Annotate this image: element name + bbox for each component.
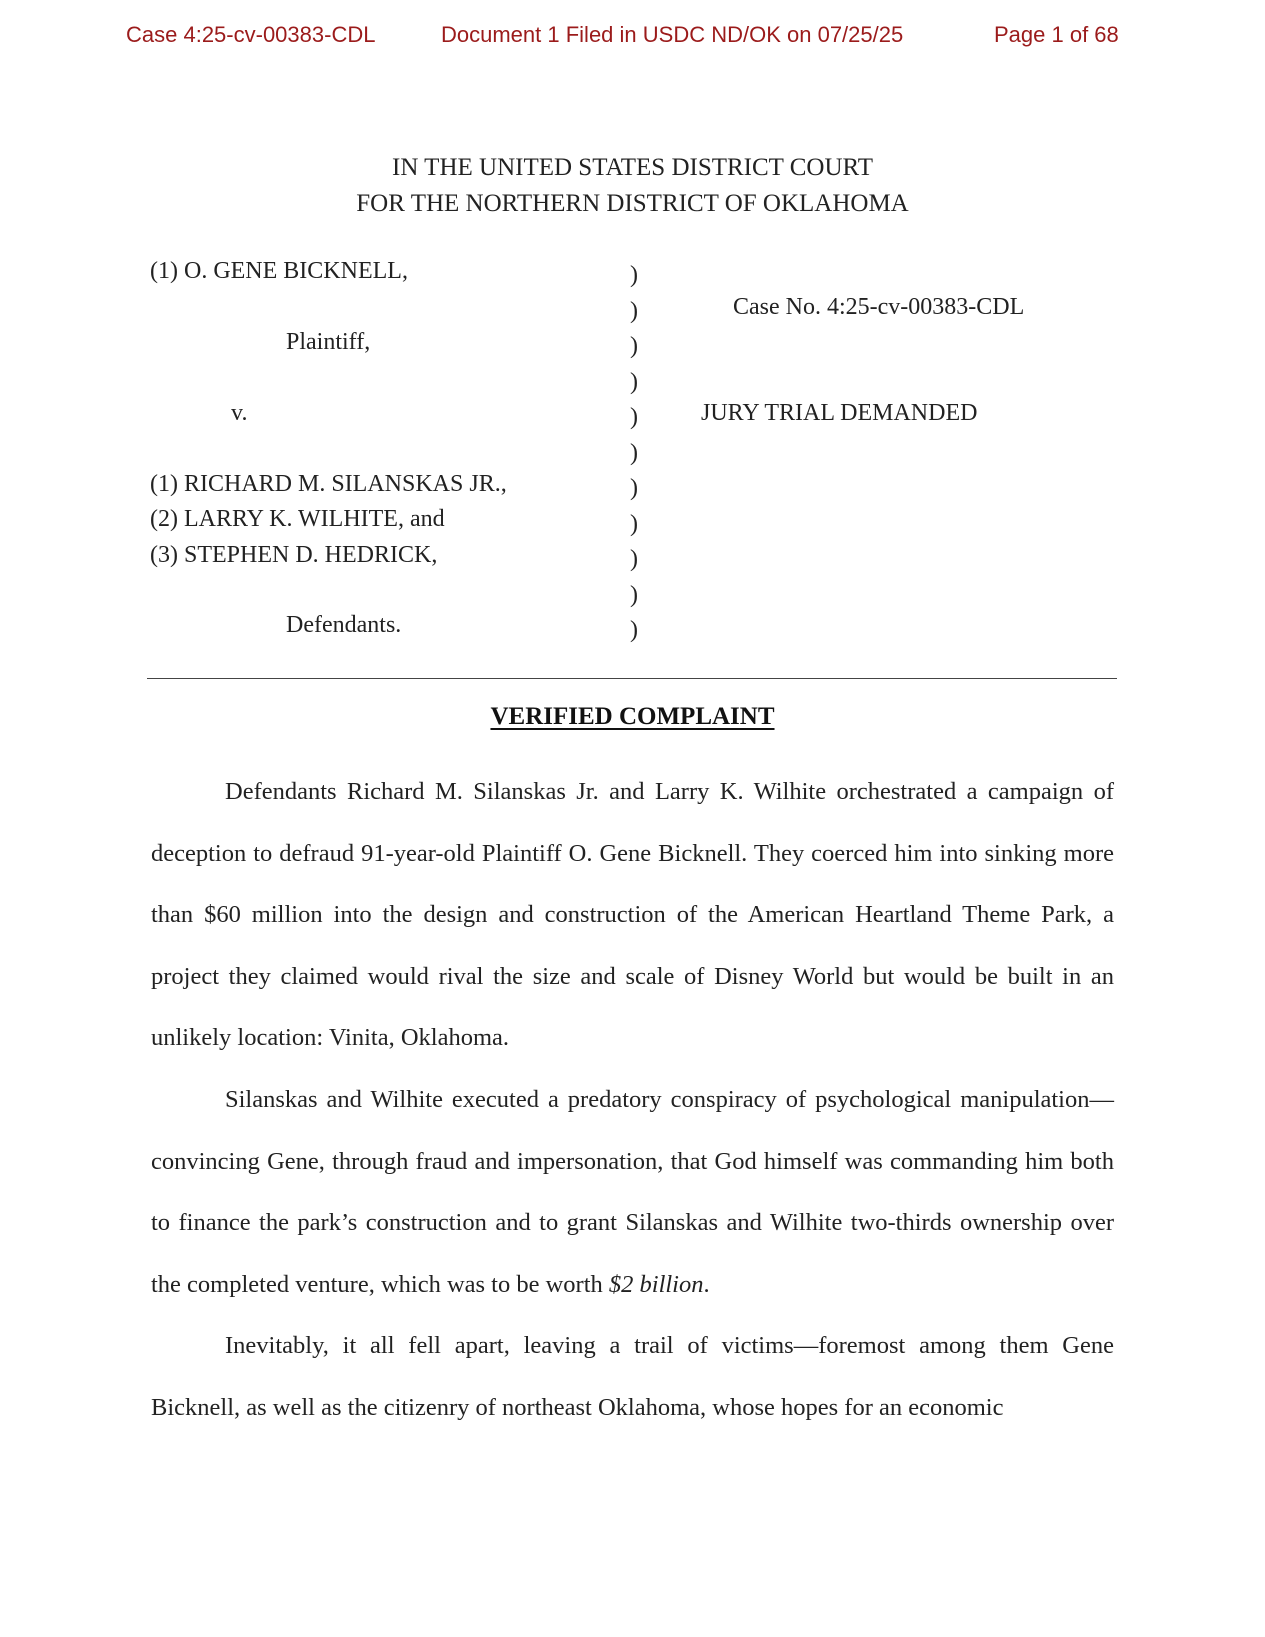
paragraph-3: Inevitably, it all fell apart, leaving a trail of victims—foremost among them Gene Bicknell, as well as the citizenry of northeast Oklahoma, whose hopes for an economic <box>151 1332 1114 1421</box>
defendants-label: Defendants. <box>286 612 402 638</box>
paren: ) <box>630 439 638 466</box>
paren: ) <box>630 368 638 395</box>
paren: ) <box>630 404 638 430</box>
versus-label: v. <box>231 400 248 426</box>
court-heading <box>0 150 1265 222</box>
document-title-text: VERIFIED COMPLAINT <box>490 703 775 730</box>
header-filing-info: Document 1 Filed in USDC ND/OK on 07/25/25 <box>441 22 904 47</box>
header-page-number: Page 1 of 68 <box>994 22 1119 47</box>
paren: ) <box>630 546 638 572</box>
caption-divider <box>147 678 1117 679</box>
paragraph-1: Defendants Richard M. Silanskas Jr. and Larry K. Wilhite orchestrated a campaign of deception to defraud 91-year-old Plaintiff O. Gene Bicknell. They coerced him into sinking more than $60 million into the design and construction of the American Heartland Theme Park, a project they claimed would rival the size and scale of Disney World but would be built in an unlikely location: Vinita, Oklahoma. <box>151 778 1114 1052</box>
defendant-3: (3) STEPHEN D. HEDRICK, <box>150 542 438 568</box>
paren: ) <box>630 333 638 359</box>
paren: ) <box>630 510 638 537</box>
header-case-number: Case 4:25-cv-00383-CDL <box>126 22 376 47</box>
caption-parentheses <box>630 258 638 649</box>
jury-demand: JURY TRIAL DEMANDED <box>701 400 978 426</box>
defendant-2: (2) LARRY K. WILHITE, and <box>150 506 445 532</box>
complaint-body <box>151 761 1114 1439</box>
paragraph-2-emphasis: $2 billion <box>608 1270 704 1298</box>
paren: ) <box>630 262 638 288</box>
plaintiff-label: Plaintiff, <box>286 329 371 355</box>
document-title <box>0 703 1265 731</box>
court-line-1: IN THE UNITED STATES DISTRICT COURT <box>392 154 873 181</box>
filing-header <box>0 22 1265 54</box>
paren: ) <box>630 475 638 501</box>
paragraph-2-text: Silanskas and Wilhite executed a predatory conspiracy of psychological manipulation—convincing Gene, through fraud and impersonation, that God himself was commanding him both to finance the park’s construction and to grant Silanskas and Wilhite two-thirds ownership over the completed venture, which was to be worth <box>151 1085 1114 1298</box>
paren: ) <box>630 617 638 643</box>
case-number: Case No. 4:25-cv-00383-CDL <box>733 294 1025 320</box>
paragraph-2-end: . <box>703 1270 710 1298</box>
court-line-2: FOR THE NORTHERN DISTRICT OF OKLAHOMA <box>356 190 909 217</box>
paragraph-2 <box>151 1069 1114 1315</box>
plaintiff-name: (1) O. GENE BICKNELL, <box>150 258 408 284</box>
paren: ) <box>630 581 638 608</box>
paren: ) <box>630 297 638 324</box>
defendant-1: (1) RICHARD M. SILANSKAS JR., <box>150 471 507 497</box>
